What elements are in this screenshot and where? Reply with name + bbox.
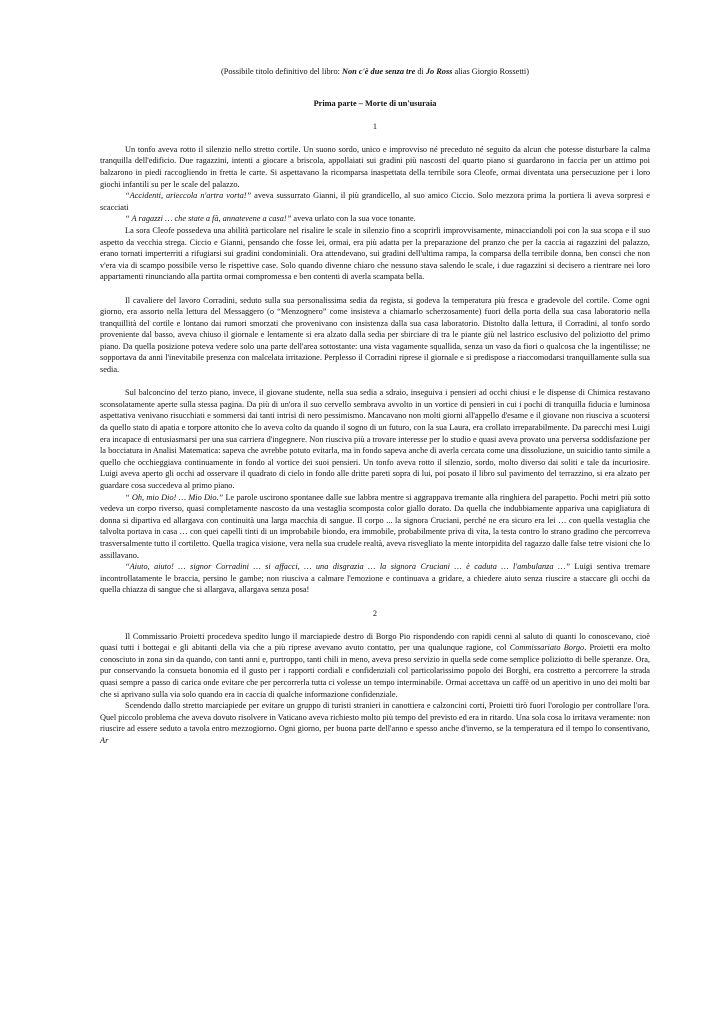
italic-text-run: Ar <box>100 735 109 745</box>
section-number: 1 <box>372 122 378 132</box>
body-paragraph <box>100 144 650 190</box>
italic-text-run: “ A ragazzi … che state a fà, annatevene a casa!” <box>125 214 292 224</box>
book-title: Non c'è due senza tre <box>341 67 416 76</box>
text-run: Un tonfo aveva rotto il silenzio nello stretto cortile. Un suono sordo, unico e improvviso né preceduto né seguito da alcun che potesse disturbare la calma tranquilla dell'edificio. Due ragazzini, intenti a giocare a briscola, appollaiati sui gradini più nascosti del quarto piano si guardarono in faccia per un attimo poi balzarono in piedi raccogliendo in fretta le carte. Si aspettavano la ricomparsa inaspettata della terribile sora Cleofe, ormai diventata una persecuzione per i loro giochi infantili su per le scale del palazzo. <box>100 144 650 189</box>
body-paragraph <box>100 700 650 746</box>
italic-text-run: Commissariato Borgo <box>509 643 585 653</box>
body-paragraph <box>100 631 650 701</box>
body-paragraph <box>100 295 650 376</box>
body-paragraph <box>100 190 650 213</box>
text-run: . Proietti era molto conosciuto in zona sin da quando, con tanti anni e, purtroppo, tanti chili in meno, aveva preso servizio in quella sede come semplice poliziotto di belle speranze. Ora, pur conservando la consueta bonomia ed il gusto per i rapporti cordiali e confidenziali col particolarissimo popolo dei Borghi, era costretto a percorrere la strada quasi sempre a passo di carica onde evitare che per percorrerla tutta ci volesse un tempo interminabile. Ormai accettava un caffè od un aperitivo in uno dei molti bar che si aprivano sulla via solo quando era in caccia di qualche informazione confidenziale. <box>100 643 651 699</box>
title-note-middle: di <box>415 67 426 76</box>
body-paragraph <box>100 561 650 596</box>
text-run: La sora Cleofe possedeva una abilità particolare nel risalire le scale in silenzio fino a scoprirli improvvisamente, minacciandoli poi con la sua scopa e il suo aspetto da vecchia strega. Ciccio e Gianni, pensando che fosse lei, ormai, era più adatta per la preparazione del pranzo che per la caccia ai ragazzini del palazzo, erano tornati imperterriti a rifugiarsi sui gradini condominiali. Ora attendevano, sui gradini dell'ultima rampa, la comparsa della terribile donna, ben consci che non v'era via di scampo possibile verso le rispettive case. Solo quando divenne chiaro che nessuno stava salendo le scale, i due ragazzini si decisero a rientrare nei loro appartamenti rinunciando alla partita ormai compromessa e ben contenti di averla scampata bella. <box>100 225 650 282</box>
text-run: Il Commissario Proietti procedeva spedito lungo il marciapiede destro di Borgo Pio rispondendo con rapidi cenni al saluto di quanti lo conoscevano, cioè quasi tutti i bottegai e gli abitanti della via che a più riprese avevano avuto contatto, per una qualunque ragione, col <box>100 631 650 653</box>
italic-text-run: “ Oh, mio Dio! … Mio Dio.” <box>125 492 224 502</box>
text-run: Il cavaliere del lavoro Corradini, seduto sulla sua personalissima sedia da regista, si godeva la temperatura più fresca e gradevole del cortile. Come ogni giorno, era assorto nella lettura del Messaggero (o “Menzognero” come insisteva a chiamarlo scherzosamente) fuori della porta della sua casa laboratorio nella tranquillità del cortile e lontano dai rumori smorzati che provenivano con insistenza dalla sua casa laboratorio. Distolto dalla lettura, il Corradini, al tonfo sordo proveniente dal basso, aveva chiuso il giornale e lentamente si era alzato dalla sedia per sbirciare di tra le piante giù nel lastrico esclusivo del poliziotto del primo piano. Da quella posizione poteva vedere solo una parte dell'area sottostante: una vista vagamente squallida, senza un vaso da fiori o qualcosa che la ingentilisse; ne sopportava da anni l'inevitabile presenza con malcelata irritazione. Perplesso il Corradini riprese il giornale e si predispose a riaccomodarsi tranquillamente sulla sua sedia. <box>100 295 650 375</box>
body-paragraph <box>100 213 650 225</box>
text-run: Le parole uscirono spontanee dalle sue labbra mentre si aggrappava tremante alla ringhiera del parapetto. Pochi metri più sotto vedeva un corpo riverso, quasi completamente nascosto da una vestaglia scomposta color giallo dorato. Da quella che indubbiamente appariva una capigliatura di donna si dipartiva ed allargava con continuità una larga macchia di sangue. Il corpo ... la signora Cruciani, perché ne era sicuro era lei … con quella vestaglia che talvolta portava in casa … con quei capelli tinti di un improbabile biondo, era immobile, probabilmente priva di vita, la testa contro lo strano gradino che percorreva trasversalmente tutto il cortiletto. Quella tragica visione, vera nella sua crudele realtà, aveva risvegliato la mente intorpidita del ragazzo dalle false tetre visioni che lo assillavano. <box>100 492 650 560</box>
italic-text-run: “Accidenti, arieccola n'artra vorta!” <box>125 191 252 201</box>
text-run: aveva urlato con la sua voce tonante. <box>291 214 416 224</box>
text-run: Sul balconcino del terzo piano, invece, il giovane studente, nella sua sedia a sdraio, inseguiva i pensieri ad occhi chiusi e le dispense di Chimica restavano sconsolatamente aperte sulla stessa pagina. Da più di un'ora il suo cervello sembrava avvolto in un vortice di pensieri in cui i pochi di tranquilla fiducia e luminosa aspettativa venivano risucchiati e sommersi dai tanti intrisi di nero pessimismo. Mancavano non molti giorni all'appello d'esame e il giovane non riusciva a scuotersi da quello stato di apatia e torpore attonito che lo aveva colto da quando il sogno di un futuro, con la sua Laura, era crollato irreparabilmente. Da parecchi mesi Luigi era incapace di entusiasmarsi per una sua carriera d'ingegnere. Non riusciva più a trovare interesse per lo studio e quasi aveva provato una perversa soddisfazione per la bocciatura in Analisi Matematica: sapeva che avrebbe potuto evitarla, ma in fondo sapeva anche di averla cercata come una dissoluzione, un suicidio tanto simile a quello che occhieggiava continuamente in fondo al vortice dei suoi pensieri. Un tonfo aveva rotto il silenzio, sordo, molto diverso dai soliti e tale da incuriosire. Luigi aveva aperto gli occhi ad osservare il quadrato di cielo in fondo alle dritte pareti sopra di lui, poi posato il libro sul pavimento del terrazzino, si era alzato per guardare cosa succedeva al primo piano. <box>100 388 650 490</box>
text-run: Luigi sentiva tremare incontrollatamente le braccia, persino le gambe; non riusciva a calmare l'emozione e continuava a gridare, a chiedere aiuto senza riuscire a staccare gli occhi da quella chiazza di sangue che si allargava, allargava senza posa! <box>100 562 651 595</box>
title-note-suffix: alias Giorgio Rossetti) <box>452 67 529 76</box>
document-page <box>100 66 650 746</box>
body-paragraph <box>100 492 650 562</box>
body-paragraph <box>100 225 650 283</box>
book-title-note <box>100 66 650 78</box>
title-note-prefix: (Possibile titolo definitivo del libro: <box>220 67 342 76</box>
body-paragraph <box>100 387 650 491</box>
author-pen-name: Jo Ross <box>425 67 453 76</box>
italic-text-run: “Aiuto, aiuto! … signor Corradini … si affacci, … una disgrazia … la signora Cruciani … è caduta … l'ambulanza …” <box>125 562 570 572</box>
document-body <box>100 121 650 746</box>
text-run: Scendendo dallo stretto marciapiede per evitare un gruppo di turisti stranieri in canottiera e calzoncini corti, Proietti tirò fuori l'orologio per controllare l'ora. Quel piccolo problema che aveva dovuto risolvere in Vaticano aveva richiesto molto più tempo del previsto ed era in ritardo. Una sola cosa lo irritava veramente: non riuscire ad essere seduto a tavola entro mezzogiorno. Ogni giorno, per buona parte dell'anno e spesso anche d'inverno, se la temperatura ed il tempo lo consentivano, <box>100 701 650 734</box>
text-run: aveva sussurrato Gianni, il più grandicello, al suo amico Ciccio. Solo mezzora prima la portiera li aveva sorpresi e scacciati <box>100 191 650 212</box>
section-number: 2 <box>372 608 378 618</box>
part-title: Prima parte – Morte di un'usuraia <box>313 98 437 108</box>
